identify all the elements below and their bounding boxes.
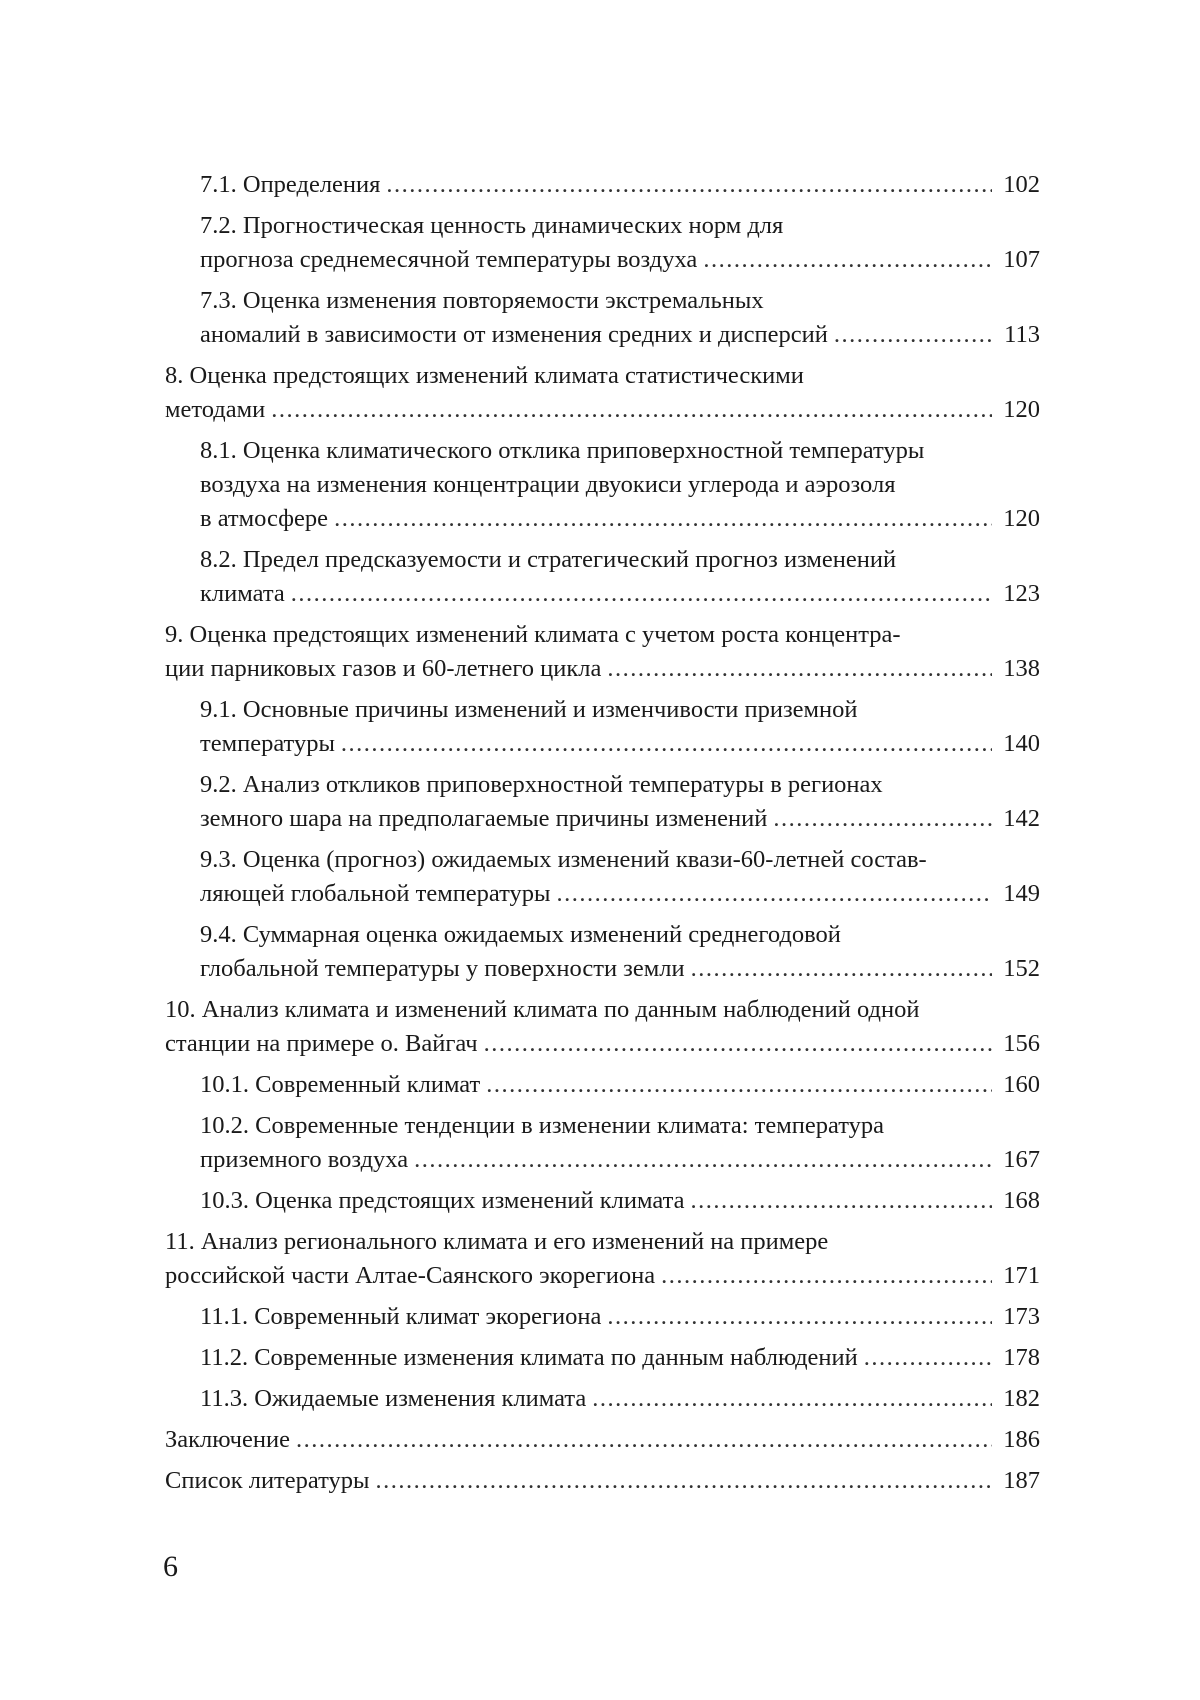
dot-leader bbox=[691, 952, 992, 986]
toc-page-number: 187 bbox=[1003, 1467, 1040, 1494]
toc-entry-title-line: воздуха на изменения концентрации двуокиси углерода и аэрозоля bbox=[200, 471, 896, 498]
toc-page-number: 140 bbox=[1003, 730, 1040, 757]
dot-leader bbox=[607, 652, 992, 686]
toc-entry-title: станции на примере о. Вайгач bbox=[165, 1030, 478, 1057]
toc-entry-title: 11.1. Современный климат экорегиона bbox=[200, 1303, 602, 1330]
toc-entry bbox=[165, 843, 1040, 911]
toc-entry-title: 11.3. Ожидаемые изменения климата bbox=[200, 1385, 587, 1412]
toc-entry bbox=[165, 1423, 1040, 1457]
toc-entry-last-line bbox=[200, 727, 1040, 761]
toc-entry bbox=[165, 1464, 1040, 1498]
dot-leader bbox=[414, 1143, 992, 1177]
toc-entry bbox=[165, 434, 1040, 536]
toc-entry-title-line: 9.2. Анализ откликов приповерхностной температуры в регионах bbox=[200, 771, 883, 798]
toc-entry-last-line bbox=[200, 1068, 1040, 1102]
toc-entry-title: прогноза среднемесячной температуры воздуха bbox=[200, 246, 698, 273]
dot-leader bbox=[386, 168, 992, 202]
toc-entry bbox=[165, 1068, 1040, 1102]
toc-entry-last-line bbox=[165, 1423, 1040, 1457]
toc-entry bbox=[165, 768, 1040, 836]
dot-leader bbox=[334, 502, 992, 536]
toc-entry-title: 10.1. Современный климат bbox=[200, 1071, 481, 1098]
dot-leader bbox=[296, 1423, 992, 1457]
toc-entry-last-line bbox=[200, 1184, 1040, 1218]
page-number: 6 bbox=[163, 1550, 178, 1583]
toc-entry-title: климата bbox=[200, 580, 285, 607]
toc-entry-title: 7.1. Определения bbox=[200, 171, 381, 198]
toc-entry bbox=[165, 1300, 1040, 1334]
toc-entry bbox=[165, 993, 1040, 1061]
toc-page-number: 120 bbox=[1003, 505, 1040, 532]
toc-entry bbox=[165, 543, 1040, 611]
toc-entry-last-line bbox=[200, 577, 1040, 611]
dot-leader bbox=[773, 802, 992, 836]
dot-leader bbox=[661, 1259, 992, 1293]
dot-leader bbox=[864, 1341, 992, 1375]
toc-page-number: 186 bbox=[1003, 1426, 1040, 1453]
toc-page-number: 123 bbox=[1003, 580, 1040, 607]
toc-entry-title: Список литературы bbox=[165, 1467, 370, 1494]
toc-entry bbox=[165, 918, 1040, 986]
toc-page-number: 173 bbox=[1003, 1303, 1040, 1330]
toc-entry-last-line bbox=[200, 502, 1040, 536]
toc-entry bbox=[165, 1341, 1040, 1375]
dot-leader bbox=[834, 318, 992, 352]
toc-entry-last-line bbox=[165, 1027, 1040, 1061]
toc-page-number: 182 bbox=[1003, 1385, 1040, 1412]
dot-leader bbox=[375, 1464, 992, 1498]
toc-entry bbox=[165, 1382, 1040, 1416]
dot-leader bbox=[271, 393, 992, 427]
toc-entry-title-line: 9.3. Оценка (прогноз) ожидаемых изменений квази-60-летней состав- bbox=[200, 846, 927, 873]
toc-entry-title: аномалий в зависимости от изменения средних и дисперсий bbox=[200, 321, 828, 348]
dot-leader bbox=[607, 1300, 992, 1334]
toc-entry-last-line bbox=[200, 1143, 1040, 1177]
toc-entry-title: Заключение bbox=[165, 1426, 290, 1453]
toc-page-number: 102 bbox=[1003, 171, 1040, 198]
toc-page-number: 160 bbox=[1003, 1071, 1040, 1098]
toc-entry-last-line bbox=[200, 802, 1040, 836]
toc-entry-last-line bbox=[165, 1464, 1040, 1498]
toc-page-number: 167 bbox=[1003, 1146, 1040, 1173]
toc-entry bbox=[165, 284, 1040, 352]
toc-page-number: 168 bbox=[1003, 1187, 1040, 1214]
toc-entry-last-line bbox=[200, 243, 1040, 277]
toc-page-number: 138 bbox=[1003, 655, 1040, 682]
toc-entry-title: методами bbox=[165, 396, 266, 423]
toc-page-number: 178 bbox=[1003, 1344, 1040, 1371]
toc-page-number: 156 bbox=[1003, 1030, 1040, 1057]
toc-entry bbox=[165, 1184, 1040, 1218]
toc-entry-title-line: 11. Анализ регионального климата и его изменений на примере bbox=[165, 1228, 829, 1255]
toc-entry-title-line: 9.1. Основные причины изменений и изменчивости приземной bbox=[200, 696, 858, 723]
toc-entry-last-line bbox=[165, 652, 1040, 686]
dot-leader bbox=[486, 1068, 992, 1102]
toc-entry-title: ции парниковых газов и 60-летнего цикла bbox=[165, 655, 602, 682]
toc-entry bbox=[165, 693, 1040, 761]
toc-entry-title: 10.3. Оценка предстоящих изменений климата bbox=[200, 1187, 685, 1214]
toc-page-number: 149 bbox=[1003, 880, 1040, 907]
toc-entry-title-line: 10.2. Современные тенденции в изменении климата: температура bbox=[200, 1112, 884, 1139]
toc-page-number: 171 bbox=[1003, 1262, 1040, 1289]
toc-entry-title-line: 9.4. Суммарная оценка ожидаемых изменений среднегодовой bbox=[200, 921, 841, 948]
toc-entry-title: 11.2. Современные изменения климата по данным наблюдений bbox=[200, 1344, 858, 1371]
toc-entry-title: в атмосфере bbox=[200, 505, 329, 532]
toc-entry-title: ляющей глобальной температуры bbox=[200, 880, 551, 907]
toc-entry-last-line bbox=[200, 877, 1040, 911]
dot-leader bbox=[557, 877, 992, 911]
toc-entry-title: приземного воздуха bbox=[200, 1146, 409, 1173]
dot-leader bbox=[690, 1184, 992, 1218]
toc-entry-last-line bbox=[165, 1259, 1040, 1293]
toc-entry-title-line: 8.2. Предел предсказуемости и стратегический прогноз изменений bbox=[200, 546, 897, 573]
toc-entry-last-line bbox=[200, 952, 1040, 986]
toc-entry bbox=[165, 1225, 1040, 1293]
toc-entry bbox=[165, 618, 1040, 686]
toc-entry bbox=[165, 209, 1040, 277]
toc-entry-last-line bbox=[200, 1341, 1040, 1375]
toc-entry-title-line: 10. Анализ климата и изменений климата по данным наблюдений одной bbox=[165, 996, 920, 1023]
toc-entry-last-line bbox=[200, 318, 1040, 352]
dot-leader bbox=[703, 243, 992, 277]
toc-entry bbox=[165, 1109, 1040, 1177]
toc-entry bbox=[165, 168, 1040, 202]
table-of-contents bbox=[165, 168, 1040, 1505]
toc-page-number: 142 bbox=[1003, 805, 1040, 832]
toc-entry-title: глобальной температуры у поверхности земли bbox=[200, 955, 685, 982]
toc-entry-title-line: 7.3. Оценка изменения повторяемости экстремальных bbox=[200, 287, 764, 314]
dot-leader bbox=[291, 577, 992, 611]
toc-entry-title-line: 8.1. Оценка климатического отклика приповерхностной температуры bbox=[200, 437, 925, 464]
dot-leader bbox=[484, 1027, 992, 1061]
toc-entry-title-line: 8. Оценка предстоящих изменений климата статистическими bbox=[165, 362, 804, 389]
dot-leader bbox=[341, 727, 992, 761]
toc-entry-title: земного шара на предполагаемые причины изменений bbox=[200, 805, 768, 832]
toc-page-number: 152 bbox=[1003, 955, 1040, 982]
toc-entry-last-line bbox=[200, 1300, 1040, 1334]
toc-entry-last-line bbox=[200, 168, 1040, 202]
toc-page-number: 113 bbox=[1004, 321, 1040, 348]
toc-entry-title: температуры bbox=[200, 730, 335, 757]
dot-leader bbox=[592, 1382, 992, 1416]
toc-entry-last-line bbox=[165, 393, 1040, 427]
toc-entry-title-line: 9. Оценка предстоящих изменений климата с учетом роста концентра- bbox=[165, 621, 901, 648]
toc-entry-title-line: 7.2. Прогностическая ценность динамических норм для bbox=[200, 212, 784, 239]
toc-page-number: 107 bbox=[1003, 246, 1040, 273]
toc-entry bbox=[165, 359, 1040, 427]
toc-entry-last-line bbox=[200, 1382, 1040, 1416]
toc-entry-title: российской части Алтае-Саянского экорегиона bbox=[165, 1262, 656, 1289]
toc-page-number: 120 bbox=[1003, 396, 1040, 423]
